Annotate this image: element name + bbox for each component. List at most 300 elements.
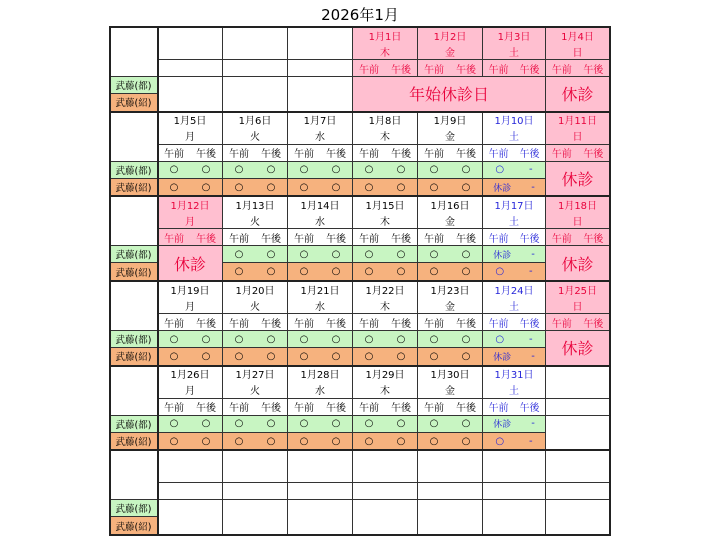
- doctor1-availability: [418, 246, 483, 263]
- pm-status: ○: [201, 333, 211, 345]
- pm-status: ○: [396, 333, 406, 345]
- week-label-blank: [110, 281, 158, 331]
- doctor2-availability: [418, 263, 483, 281]
- doctor2-label: [110, 94, 158, 112]
- day-header: [158, 366, 223, 399]
- doctor1-label-text: 武藤(都): [115, 335, 152, 346]
- day-header: [223, 196, 288, 229]
- day-weekday: 月: [185, 301, 195, 313]
- am-pm-header: [483, 60, 546, 77]
- day-header: [288, 196, 353, 229]
- doctor2-label: [110, 263, 158, 281]
- pm-status: ○: [396, 164, 406, 176]
- pm-label: 午後: [519, 149, 540, 161]
- am-status: ○: [234, 181, 244, 193]
- am-status: ○: [364, 350, 374, 362]
- empty-cell: [546, 450, 610, 483]
- am-label: 午前: [551, 233, 572, 245]
- pm-status: ○: [266, 418, 276, 430]
- am-pm-header: [223, 314, 288, 331]
- week-divider: [110, 280, 610, 282]
- am-status: ○: [234, 350, 244, 362]
- am-pm-header: [418, 399, 483, 416]
- closed-label: 休診: [561, 339, 594, 359]
- day-header: [158, 196, 223, 229]
- am-status: ○: [169, 350, 179, 362]
- am-pm-header: [546, 60, 610, 77]
- empty-cell: [546, 416, 610, 451]
- am-label: 午前: [488, 149, 509, 161]
- doctor1-label: [110, 77, 158, 94]
- doctor2-label: [110, 433, 158, 451]
- doctor1-availability: [223, 416, 288, 433]
- empty-cell: [483, 450, 546, 483]
- am-status: ○: [299, 435, 309, 447]
- empty-cell: [288, 483, 353, 500]
- day-date: 1月7日: [303, 116, 337, 128]
- am-pm-header: [418, 229, 483, 246]
- closed-notice: [158, 246, 223, 281]
- day-date: 1月18日: [557, 200, 598, 212]
- day-weekday: 火: [250, 216, 260, 228]
- pm-status: ○: [266, 164, 276, 176]
- doctor2-label-text: 武藤(紹): [115, 437, 152, 448]
- pm-label: 午後: [326, 233, 346, 245]
- empty-cell: [288, 27, 353, 60]
- day-header: [158, 281, 223, 314]
- empty-cell: [158, 450, 223, 483]
- day-date: 1月17日: [494, 200, 534, 212]
- pm-status: ○: [461, 266, 471, 278]
- doctor2-availability: [483, 263, 546, 281]
- empty-cell: [223, 27, 288, 60]
- pm-status: ○: [266, 435, 276, 447]
- am-label: 午前: [551, 149, 572, 161]
- day-weekday: 日: [572, 132, 583, 144]
- am-pm-header: [546, 229, 610, 246]
- pm-status: ○: [266, 350, 276, 362]
- table-border: [609, 26, 611, 536]
- pm-label: 午後: [583, 233, 604, 245]
- am-pm-header: [288, 145, 353, 162]
- am-pm-header: [158, 314, 223, 331]
- day-date: 1月6日: [238, 116, 272, 128]
- day-header: [418, 112, 483, 145]
- table-border: [110, 534, 610, 536]
- am-pm-header: [546, 145, 610, 162]
- day-header: [353, 366, 418, 399]
- week-divider: [110, 449, 610, 451]
- empty-cell: [223, 500, 288, 535]
- pm-label: 午後: [261, 149, 281, 161]
- am-status: ○: [299, 350, 309, 362]
- am-status: ○: [169, 435, 179, 447]
- am-pm-header: [223, 145, 288, 162]
- empty-cell: [546, 366, 610, 399]
- day-weekday: 金: [445, 216, 455, 228]
- am-pm-header: [418, 60, 483, 77]
- closed-notice: [546, 162, 610, 197]
- day-weekday: 土: [509, 216, 519, 228]
- day-header: [483, 366, 546, 399]
- day-weekday: 木: [380, 386, 390, 398]
- empty-cell: [158, 500, 223, 535]
- empty-cell: [223, 483, 288, 500]
- pm-label: 午後: [196, 318, 216, 330]
- empty-cell: [353, 450, 418, 483]
- am-label: 午前: [164, 233, 184, 245]
- day-header: [546, 112, 610, 145]
- doctor1-label: [110, 331, 158, 348]
- am-label: 午前: [229, 149, 249, 161]
- am-label: 午前: [359, 403, 379, 415]
- doctor1-availability: [158, 162, 223, 179]
- am-pm-header: [223, 399, 288, 416]
- doctor2-availability: [158, 348, 223, 366]
- pm-label: 午後: [519, 64, 540, 76]
- am-pm-header: [483, 229, 546, 246]
- doctor1-label-text: 武藤(都): [115, 419, 152, 431]
- am-label: 午前: [488, 318, 509, 330]
- closed-notice: [546, 331, 610, 366]
- day-header: [223, 112, 288, 145]
- am-label: 午前: [294, 318, 314, 330]
- pm-status: ○: [201, 418, 211, 430]
- am-label: 午前: [164, 318, 184, 330]
- day-header: [546, 281, 610, 314]
- pm-label: 午後: [326, 403, 346, 415]
- empty-cell: [158, 483, 223, 500]
- doctor2-label-text: 武藤(紹): [115, 183, 152, 194]
- day-weekday: 水: [315, 301, 325, 313]
- pm-label: 午後: [583, 149, 604, 161]
- am-status: ○: [364, 266, 374, 278]
- calendar-title: 2026年1月: [321, 6, 399, 24]
- am-pm-header: [158, 399, 223, 416]
- am-label: 午前: [424, 233, 444, 245]
- pm-status: ○: [461, 248, 471, 260]
- pm-label: 午後: [456, 233, 476, 245]
- day-weekday: 月: [185, 132, 195, 144]
- day-date: 1月26日: [170, 370, 210, 382]
- pm-label: 午後: [261, 318, 281, 330]
- pm-label: 午後: [196, 233, 216, 245]
- day-weekday: 火: [250, 132, 260, 144]
- day-weekday: 木: [380, 47, 390, 59]
- doctor2-availability: [288, 348, 353, 366]
- empty-cell: [158, 27, 223, 60]
- am-label: 午前: [359, 149, 379, 161]
- pm-label: 午後: [261, 403, 281, 415]
- pm-status: -: [531, 181, 535, 193]
- am-status: ○: [429, 266, 439, 278]
- doctor2-availability: [158, 433, 223, 451]
- doctor2-label-text: 武藤(紹): [115, 98, 152, 110]
- empty-cell: [418, 500, 483, 535]
- am-label: 午前: [294, 403, 314, 415]
- doctor2-availability: [223, 348, 288, 366]
- am-status: ○: [234, 248, 244, 260]
- doctor1-availability: [158, 331, 223, 348]
- pm-status: ○: [461, 350, 471, 362]
- empty-cell: [288, 77, 353, 112]
- week-divider: [110, 365, 610, 367]
- am-pm-header: [158, 229, 223, 246]
- pm-status: ○: [331, 181, 341, 193]
- doctor1-availability: [288, 416, 353, 433]
- am-label: 午前: [229, 318, 249, 330]
- doctor2-availability: [483, 179, 546, 197]
- doctor1-availability: [288, 162, 353, 179]
- am-status: ○: [429, 333, 439, 345]
- am-label: 午前: [359, 318, 379, 330]
- empty-cell: [546, 500, 610, 535]
- closed-label: 年始休診日: [408, 85, 489, 105]
- am-label: 午前: [294, 233, 314, 245]
- doctor1-availability: [483, 416, 546, 433]
- day-date: 1月27日: [235, 370, 275, 382]
- empty-cell: [288, 60, 353, 77]
- am-status: ○: [364, 435, 374, 447]
- am-status: ○: [364, 248, 374, 260]
- doctor1-availability: [353, 246, 418, 263]
- day-header: [418, 27, 483, 60]
- day-weekday: 金: [445, 132, 455, 144]
- pm-label: 午後: [583, 64, 604, 76]
- doctor1-availability: [418, 331, 483, 348]
- pm-label: 午後: [456, 64, 476, 76]
- am-pm-header: [483, 399, 546, 416]
- am-label: 午前: [551, 318, 572, 330]
- am-status: ○: [169, 164, 179, 176]
- am-status: ○: [495, 435, 505, 447]
- pm-status: ○: [331, 164, 341, 176]
- am-status: ○: [234, 418, 244, 430]
- am-pm-header: [418, 145, 483, 162]
- pm-label: 午後: [391, 233, 411, 245]
- day-date: 1月3日: [497, 31, 531, 43]
- day-weekday: 木: [380, 216, 390, 228]
- am-status: ○: [495, 266, 505, 278]
- am-status: ○: [234, 333, 244, 345]
- doctor2-availability: [288, 179, 353, 197]
- am-label: 午前: [424, 403, 444, 415]
- am-status: ○: [429, 248, 439, 260]
- day-date: 1月24日: [494, 285, 534, 297]
- day-header: [546, 196, 610, 229]
- pm-label: 午後: [456, 403, 476, 415]
- am-status: ○: [364, 164, 374, 176]
- day-weekday: 火: [250, 386, 260, 398]
- empty-cell: [223, 77, 288, 112]
- doctor1-label: [110, 246, 158, 263]
- am-label: 午前: [424, 64, 444, 76]
- day-weekday: 土: [509, 301, 519, 313]
- pm-status: -: [531, 248, 535, 260]
- am-label: 午前: [488, 403, 509, 415]
- pm-status: ○: [461, 181, 471, 193]
- closed-notice: [353, 77, 546, 112]
- pm-status: -: [528, 333, 533, 345]
- am-status: 休診: [493, 183, 512, 194]
- am-label: 午前: [359, 233, 379, 245]
- am-status: ○: [495, 164, 505, 176]
- pm-label: 午後: [519, 233, 540, 245]
- pm-status: ○: [201, 435, 211, 447]
- doctor1-availability: [418, 416, 483, 433]
- day-header: [353, 281, 418, 314]
- pm-label: 午後: [391, 318, 411, 330]
- day-weekday: 水: [315, 216, 325, 228]
- pm-status: ○: [396, 435, 406, 447]
- pm-status: ○: [461, 164, 471, 176]
- empty-cell: [418, 483, 483, 500]
- am-status: ○: [364, 181, 374, 193]
- pm-status: ○: [201, 350, 211, 362]
- am-pm-header: [288, 314, 353, 331]
- doctor2-availability: [418, 348, 483, 366]
- am-pm-header: [288, 229, 353, 246]
- closed-notice: [546, 246, 610, 281]
- doctor1-availability: [483, 162, 546, 179]
- doctor1-label: [110, 162, 158, 179]
- empty-cell: [418, 450, 483, 483]
- empty-cell: [223, 450, 288, 483]
- am-pm-header: [418, 314, 483, 331]
- day-date: 1月4日: [561, 31, 594, 43]
- doctor2-label-text: 武藤(紹): [115, 352, 152, 364]
- day-weekday: 金: [445, 47, 455, 59]
- pm-label: 午後: [456, 149, 476, 161]
- pm-status: ○: [266, 248, 276, 260]
- doctor1-availability: [223, 331, 288, 348]
- doctor1-availability: [288, 331, 353, 348]
- am-status: ○: [299, 266, 309, 278]
- pm-status: ○: [331, 350, 341, 362]
- am-pm-header: [353, 399, 418, 416]
- doctor1-availability: [483, 331, 546, 348]
- am-status: ○: [429, 181, 439, 193]
- am-pm-header: [158, 145, 223, 162]
- pm-label: 午後: [326, 318, 346, 330]
- day-date: 1月13日: [235, 200, 275, 212]
- day-header: [418, 196, 483, 229]
- empty-cell: [158, 60, 223, 77]
- day-date: 1月2日: [433, 31, 467, 43]
- day-date: 1月19日: [170, 285, 210, 297]
- day-header: [288, 281, 353, 314]
- doctor1-availability: [158, 416, 223, 433]
- doctor2-label: [110, 517, 158, 535]
- closed-label: 休診: [561, 254, 594, 274]
- day-date: 1月9日: [433, 116, 467, 128]
- pm-label: 午後: [326, 149, 346, 161]
- pm-label: 午後: [456, 318, 476, 330]
- doctor1-label: [110, 500, 158, 517]
- pm-label: 午後: [261, 233, 281, 245]
- day-weekday: 月: [185, 386, 195, 398]
- day-header: [483, 112, 546, 145]
- doctor2-availability: [158, 179, 223, 197]
- pm-label: 午後: [391, 403, 411, 415]
- am-label: 午前: [359, 64, 379, 76]
- am-status: ○: [299, 248, 309, 260]
- doctor1-label: [110, 416, 158, 433]
- empty-cell: [158, 77, 223, 112]
- day-date: 1月23日: [430, 285, 470, 297]
- pm-status: ○: [461, 418, 471, 430]
- am-pm-header: [353, 229, 418, 246]
- doctor1-label-text: 武藤(都): [115, 250, 152, 262]
- day-header: [483, 196, 546, 229]
- pm-status: ○: [201, 181, 211, 193]
- day-date: 1月11日: [557, 116, 598, 128]
- day-date: 1月22日: [365, 285, 405, 297]
- day-date: 1月30日: [430, 370, 470, 382]
- day-weekday: 土: [509, 132, 519, 144]
- day-header: [288, 112, 353, 145]
- doctor2-availability: [353, 433, 418, 451]
- am-pm-header: [353, 145, 418, 162]
- am-label: 午前: [229, 403, 249, 415]
- week-label-blank: [110, 112, 158, 162]
- day-date: 1月31日: [494, 370, 534, 382]
- closed-label: 休診: [561, 85, 594, 105]
- am-status: ○: [495, 333, 505, 345]
- day-weekday: 日: [572, 216, 583, 228]
- am-status: ○: [364, 418, 374, 430]
- pm-status: -: [528, 266, 533, 278]
- pm-status: ○: [266, 266, 276, 278]
- am-pm-header: [483, 145, 546, 162]
- pm-status: ○: [331, 333, 341, 345]
- day-header: [288, 366, 353, 399]
- am-pm-header: [353, 60, 418, 77]
- doctor1-label-text: 武藤(都): [115, 504, 152, 516]
- week-label-blank: [110, 366, 158, 416]
- pm-status: ○: [396, 266, 406, 278]
- am-status: 休診: [493, 352, 512, 363]
- empty-cell: [483, 500, 546, 535]
- am-status: ○: [364, 333, 374, 345]
- am-pm-header: [546, 314, 610, 331]
- am-label: 午前: [551, 64, 572, 76]
- pm-status: ○: [396, 181, 406, 193]
- doctor2-availability: [288, 263, 353, 281]
- week-label-blank: [110, 450, 158, 500]
- am-status: ○: [429, 164, 439, 176]
- empty-cell: [288, 500, 353, 535]
- day-weekday: 月: [185, 216, 195, 228]
- doctor1-availability: [353, 416, 418, 433]
- week-divider: [110, 111, 610, 113]
- doctor2-availability: [223, 433, 288, 451]
- day-date: 1月14日: [300, 200, 340, 212]
- table-border: [109, 26, 111, 536]
- pm-status: ○: [396, 350, 406, 362]
- am-pm-header: [223, 229, 288, 246]
- pm-status: ○: [266, 181, 276, 193]
- day-header: [353, 27, 418, 60]
- doctor1-availability: [223, 246, 288, 263]
- day-header: [418, 366, 483, 399]
- doctor2-availability: [418, 179, 483, 197]
- empty-cell: [546, 399, 610, 416]
- day-weekday: 水: [315, 132, 325, 144]
- pm-status: ○: [396, 418, 406, 430]
- day-header: [483, 27, 546, 60]
- am-status: ○: [234, 266, 244, 278]
